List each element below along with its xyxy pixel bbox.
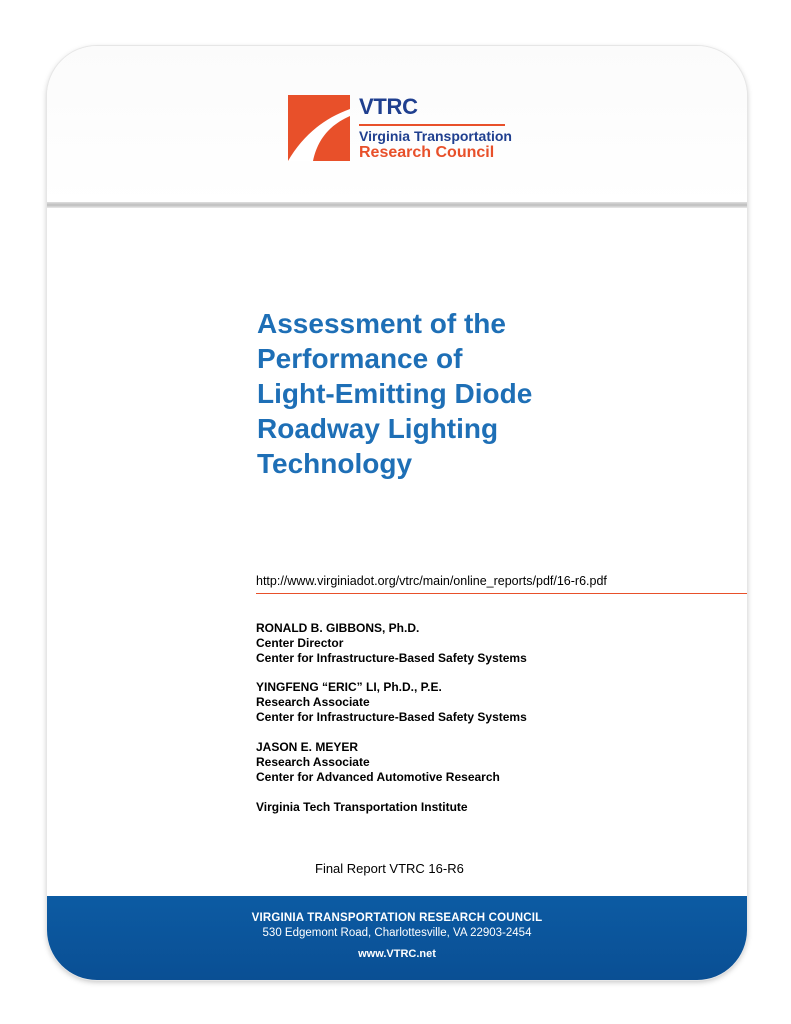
vtrc-logo bbox=[288, 95, 528, 161]
author-org: Center for Infrastructure-Based Safety Systems bbox=[256, 651, 527, 665]
author-block bbox=[256, 740, 500, 785]
report-title bbox=[257, 306, 657, 481]
footer-organization: VIRGINIA TRANSPORTATION RESEARCH COUNCIL bbox=[251, 912, 543, 924]
footer-address: 530 Edgemont Road, Charlottesville, VA 22903-2454 bbox=[262, 927, 532, 939]
title-line: Light-Emitting Diode bbox=[257, 378, 533, 409]
author-org: Center for Infrastructure-Based Safety Systems bbox=[256, 710, 527, 724]
footer-website-link[interactable]: www.VTRC.net bbox=[358, 948, 436, 960]
author-role: Research Associate bbox=[256, 755, 370, 769]
title-line: Technology bbox=[257, 448, 413, 479]
title-line: Assessment of the bbox=[257, 308, 506, 339]
title-line: Roadway Lighting bbox=[257, 413, 499, 444]
header-divider bbox=[47, 202, 747, 208]
logo-line-1: Virginia Transportation bbox=[359, 127, 512, 144]
logo-line-2: Research Council bbox=[359, 143, 495, 161]
author-block bbox=[256, 621, 527, 666]
author-role: Research Associate bbox=[256, 695, 370, 709]
report-cover bbox=[47, 46, 747, 980]
author-block bbox=[256, 680, 527, 725]
title-line: Performance of bbox=[257, 343, 463, 374]
report-number: Final Report VTRC 16-R6 bbox=[315, 861, 464, 876]
institute-name: Virginia Tech Transportation Institute bbox=[256, 800, 468, 814]
author-name: RONALD B. GIBBONS, Ph.D. bbox=[256, 621, 420, 635]
url-rule bbox=[256, 593, 747, 594]
author-name: JASON E. MEYER bbox=[256, 740, 359, 754]
logo-wordmark bbox=[359, 95, 512, 162]
author-org: Center for Advanced Automotive Research bbox=[256, 770, 500, 784]
author-name: YINGFENG “ERIC” LI, Ph.D., P.E. bbox=[256, 680, 442, 694]
logo-rule bbox=[359, 124, 505, 126]
logo-abbreviation: VTRC bbox=[359, 94, 418, 119]
author-role: Center Director bbox=[256, 636, 344, 650]
footer-band bbox=[47, 896, 747, 980]
road-logo-icon bbox=[288, 95, 350, 161]
report-url[interactable]: http://www.virginiadot.org/vtrc/main/online_reports/pdf/16-r6.pdf bbox=[256, 574, 607, 588]
